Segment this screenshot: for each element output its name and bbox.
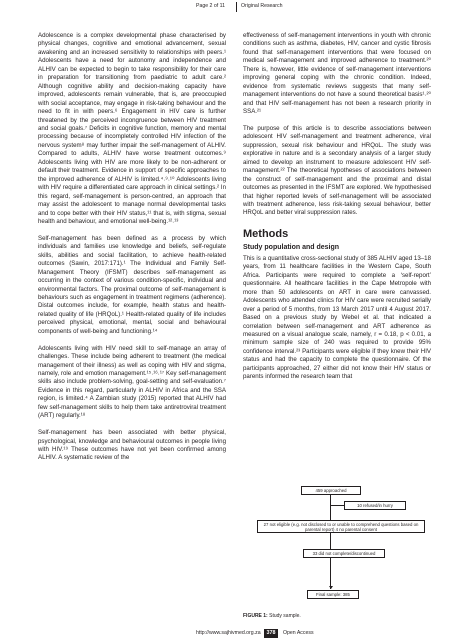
box-did-not-complete: 33 did not complete/discontinued — [303, 549, 385, 558]
footer-page-number: 378 — [264, 629, 278, 638]
figure-caption-label: FIGURE 1: — [243, 613, 268, 619]
subsection-heading-study-population: Study population and design — [243, 243, 340, 251]
box-refused: 10 refused/in hurry — [344, 501, 406, 510]
arrow-head — [329, 586, 333, 589]
right-column — [243, 32, 431, 390]
page-footer — [0, 629, 453, 640]
flow-connector — [330, 495, 331, 589]
paragraph: Self-management has been defined as a process by which individuals and families use knowledge and beliefs, self-regulate skills, abilities and social facilitation, to achieve health-related outcomes (Sawin, 2017:171).¹ The Individual and Family Self-Management Theory (IFSMT) describes self-management as occurring in the context of various condition-specific, individual and environmental factors. The proximal outcome of self-management is behaviours such as engagement in treatment regimens (adherence). Distal outcomes include, for example, health status and health-related quality of life (HRQoL).¹ Health-related quality of life includes perceived physical, emotional, mental, social and behavioural components of well-being and functioning.¹⁴ — [38, 234, 226, 335]
study-sample-flowchart — [243, 486, 443, 611]
flow-connector — [330, 505, 344, 506]
section-heading-methods: Methods — [243, 227, 289, 240]
open-access-label: Open Access — [283, 630, 314, 636]
article-type-label: Original Research — [241, 3, 283, 9]
figure-caption — [243, 613, 301, 619]
page-header — [0, 0, 453, 18]
box-approached: 459 approached — [301, 486, 361, 495]
header-divider — [236, 2, 237, 12]
box-not-eligible: 27 not eligible (e.g. not disclosed to or unable to comprehend questions based on parental report) 4 no parental consent — [257, 520, 425, 533]
figure-caption-text: Study sample. — [267, 613, 301, 619]
left-column — [38, 32, 226, 471]
paragraph: effectiveness of self-management interventions in youth with chronic conditions such as asthma, diabetes, HIV, cancer and cystic fibrosis found that self-management interventions that were focused on medical self-management and improved adherence to treatment.²⁰ There is, however, little evidence of self-management interventions improving general coping with the chronic condition. Indeed, evidence from systematic reviews suggests that many self-management interventions do not have a sound theoretical basis¹˒²⁰ and that HIV self-management has not been a research priority in SSA.²¹ — [243, 32, 431, 116]
paragraph: Adolescents living with HIV need skill to self-manage an array of challenges. These include being adherent to treatment (the medical management of their illness) as well as coping with HIV and stigma, namely, role and emotion management.¹⁵˒¹⁶˒¹⁷ Key self-management skills also include problem-solving, goal-setting and self-evaluation.⁷ Evidence in this regard, particularly in ALHIV in Africa and the SSA region, is limited.⁴ A Zambian study (2015) reported that ALHIV had few self-management skills to help them take antiretroviral treatment (ART) regularly.¹⁸ — [38, 344, 226, 420]
paragraph: The purpose of this article is to describe associations between adolescent HIV self-management and treatment adherence, viral suppression, sexual risk behaviour and HRQoL. The study was explorative in nature and is a secondary analysis of a larger study aimed to develop an instrument to measure adolescent HIV self-management.²² The theoretical hypotheses of associations between the construct of self-management and the proximal and distal outcomes as presented in the IFSMT are explored. We hypothesised that higher reported levels of self-management will be associated with treatment adherence, less risk-taking sexual behaviour, better HRQoL and better viral suppression rates. — [243, 124, 431, 217]
box-final-sample: Final sample: 385 — [307, 590, 359, 599]
paragraph: Adolescence is a complex developmental phase characterised by physical changes, cognitive and emotional advancement, sexual awakening and an increased sensitivity to relationships with peers.¹ Adolescents have a need for autonomy and independence and ALHIV can be expected to begin to take responsibility for their care in preparation for transitioning from paediatric to adult care.² Although cognitive ability and decision-making capacity have improved, adolescents remain vulnerable, that is, are preoccupied with social acceptance, may engage in risk-taking behaviour and the need to fit in with peers.⁶ Engagement in HIV care is further threatened by the perceived incongruence between HIV treatment and social goals.⁷ Deficits in cognitive function, memory and mental processing because of incompletely controlled HIV infection of the nervous system⁸ may further impair the self-management of ALHIV. Compared to adults, ALHIV have worse treatment outcomes.⁹ Adolescents living with HIV are more likely to be non-adherent or default their treatment. Evidence in support of specific approaches to the improved adherence of ALHIV is limited.⁴˒⁹˒¹⁰ Adolescents living with HIV require a differentiated care approach in clinical settings.² In this regard, self-management is person-centred, an approach that may assist the adolescent to manage normal developmental tasks and to cope better with their HIV status,¹¹ that is, with stigma, sexual health and behaviour, and emotional well-being.¹²˒¹³ — [38, 32, 226, 225]
paragraph: Self-management has been associated with better physical, psychological, knowledge and behavioural outcomes in people living with HIV.¹⁹ These outcomes have not yet been confirmed among ALHIV. A systematic review of the — [38, 429, 226, 462]
journal-url-link[interactable]: http://www.sajhivmed.org.za — [196, 630, 261, 636]
paragraph: This is a quantitative cross-sectional study of 385 ALHIV aged 13–18 years, from 11 healthcare facilities in the Western Cape, South Africa. Participants were required to complete a ‘self-report’ questionnaire. All healthcare facilities in the Cape Metropole with more than 50 adolescents on ART in care were canvassed. Adolescents who attended clinics for HIV care were recruited serially over a period of 5 months, from 13 March 2017 until 4 August 2017. Based on a previous study by Webel et al. that indicated a correlation between self-management and ART adherence as measured on a visual analogue scale, namely, r = 0.18, p < 0.01, a minimum sample size of 240 was required to provide 95% confidence interval.²³ Participants were eligible if they knew their HIV status and had the capacity to complete the questionnaire. Of the participants approached, 27 either did not know their HIV status or parents informed the research team that — [243, 254, 431, 381]
page-number-label: Page 2 of 11 — [196, 3, 226, 9]
